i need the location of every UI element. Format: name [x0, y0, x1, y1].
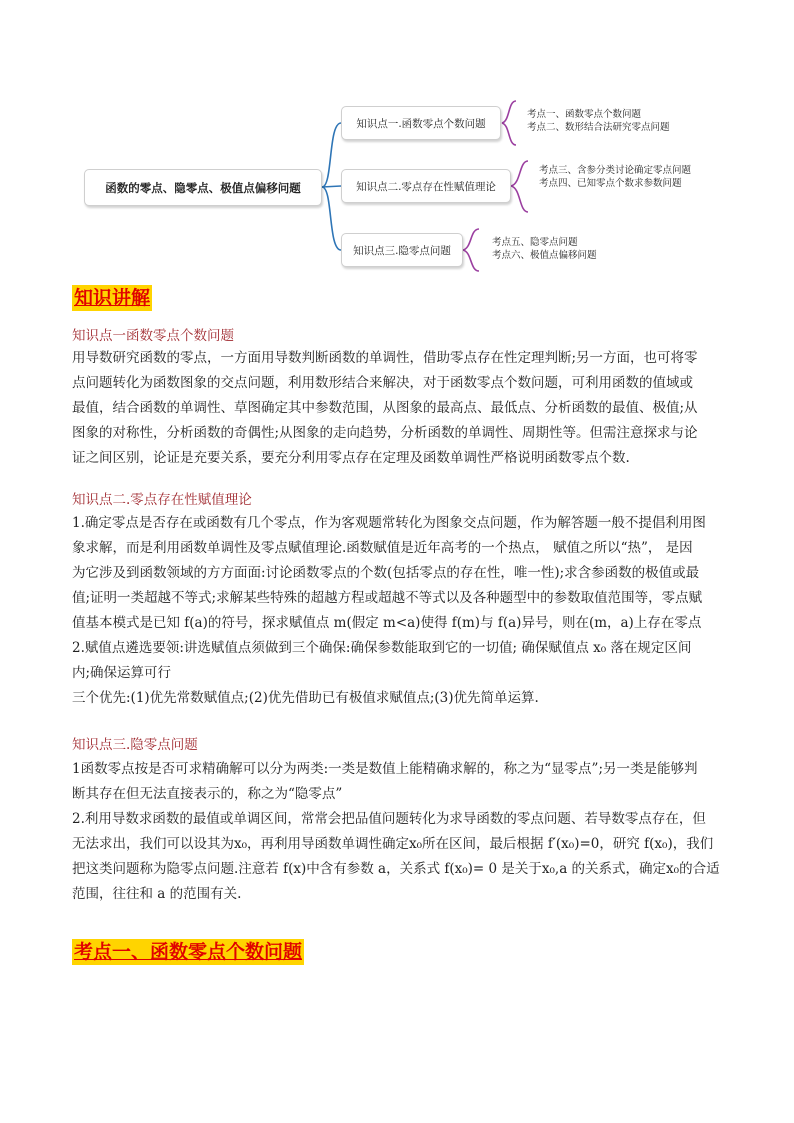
mindmap-leaf: 考点三、含参分类讨论确定零点问题 [539, 165, 692, 176]
text-line: 象求解，而是利用函数单调性及零点赋值理论.函数赋值是近年高考的一个热点， 赋值之所以“热”， 是因 [72, 540, 693, 556]
mindmap-branch-2: 知识点二.零点存在性赋值理论 [341, 169, 511, 203]
paragraph-k2 [72, 511, 724, 711]
text-line: 把这类问题称为隐零点问题.注意若 f(x)中含有参数 a，关系式 f(x₀)= 0 是关于x₀,a 的关系式，确定x₀的合适 [72, 861, 720, 877]
mindmap-leaves-1 [527, 108, 670, 134]
text-line: 范围，往往和 a 的范围有关. [72, 886, 242, 902]
text-line: 用导数研究函数的零点，一方面用导数判断函数的单调性，借助零点存在性定理判断;另一方面，也可将零 [72, 350, 698, 366]
mindmap-leaf: 考点五、隐零点问题 [492, 237, 578, 248]
section-banner-knowledge: 知识讲解 [74, 287, 151, 309]
subheading-k1: 知识点一函数零点个数问题 [72, 328, 234, 344]
paragraph-k1 [72, 346, 724, 471]
mindmap-leaf: 考点四、已知零点个数求参数问题 [539, 178, 682, 189]
paragraph-k3 [72, 757, 724, 907]
mindmap-root: 函数的零点、隐零点、极值点偏移问题 [84, 169, 322, 206]
mindmap-leaves-2 [539, 164, 691, 190]
text-line: 断其存在但无法直接表示的，称之为“隐零点” [72, 786, 343, 802]
text-line: 图象的对称性，分析函数的奇偶性;从图象的走向趋势，分析函数的单调性、周期性等。但需注意探求与论 [72, 425, 698, 441]
mindmap-leaf: 考点二、数形结合法研究零点问题 [527, 122, 670, 133]
text-line: 2.利用导数求函数的最值或单调区间，常常会把品值问题转化为求导函数的零点问题、若导数零点存在，但 [72, 811, 706, 827]
mindmap-leaf: 考点一、函数零点个数问题 [527, 109, 642, 120]
text-line: 无法求出，我们可以设其为x₀，再利用导函数单调性确定x₀所在区间，最后根据 f′(x₀)=0，研究 f(x₀)，我们 [72, 836, 714, 852]
text-line: 点问题转化为函数图象的交点问题，利用数形结合来解决，对于函数零点个数问题，可利用函数的值域或 [72, 375, 693, 391]
mindmap-branch-1: 知识点一.函数零点个数问题 [341, 106, 501, 140]
text-line: 值基本模式是已知 f(a)的符号，探求赋值点 m(假定 m<a)使得 f(m)与 f(a)异号，则在(m，a)上存在零点 [72, 615, 702, 631]
text-line: 1函数零点按是否可求精确解可以分为两类:一类是数值上能精确求解的，称之为“显零点”;另一类是能够判 [72, 761, 698, 777]
text-line: 为它涉及到函数领域的方方面面:讨论函数零点的个数(包括零点的存在性，唯一性);求含参函数的极值或最 [72, 565, 700, 581]
mindmap-leaves-3 [492, 236, 597, 262]
text-line: 最值，结合函数的单调性、草图确定其中参数范围，从图象的最高点、最低点、分析函数的最值、极值;从 [72, 400, 698, 416]
mindmap-leaf: 考点六、极值点偏移问题 [492, 250, 597, 261]
subheading-k2: 知识点二.零点存在性赋值理论 [72, 492, 252, 508]
text-line: 证之间区别，论证是充要关系，要充分利用零点存在定理及函数单调性严格说明函数零点个数. [72, 450, 630, 466]
mindmap-branch-3: 知识点三.隐零点问题 [341, 233, 463, 267]
text-line: 值;证明一类超越不等式;求解某些特殊的超越方程或超越不等式以及各种题型中的参数取值范围等，零点赋 [72, 590, 703, 606]
text-line: 1.确定零点是否存在或函数有几个零点，作为客观题常转化为图象交点问题，作为解答题一般不提倡利用图 [72, 515, 706, 531]
text-line: 三个优先:(1)优先常数赋值点;(2)优先借助已有极值求赋值点;(3)优先简单运算. [72, 690, 539, 706]
subheading-k3: 知识点三.隐零点问题 [72, 737, 198, 753]
text-line: 2.赋值点遴选要领:讲选赋值点须做到三个确保:确保参数能取到它的一切值; 确保赋值点 x₀ 落在规定区间 [72, 640, 692, 656]
text-line: 内;确保运算可行 [72, 665, 172, 681]
section-banner-topic1: 考点一、函数零点个数问题 [74, 941, 303, 963]
